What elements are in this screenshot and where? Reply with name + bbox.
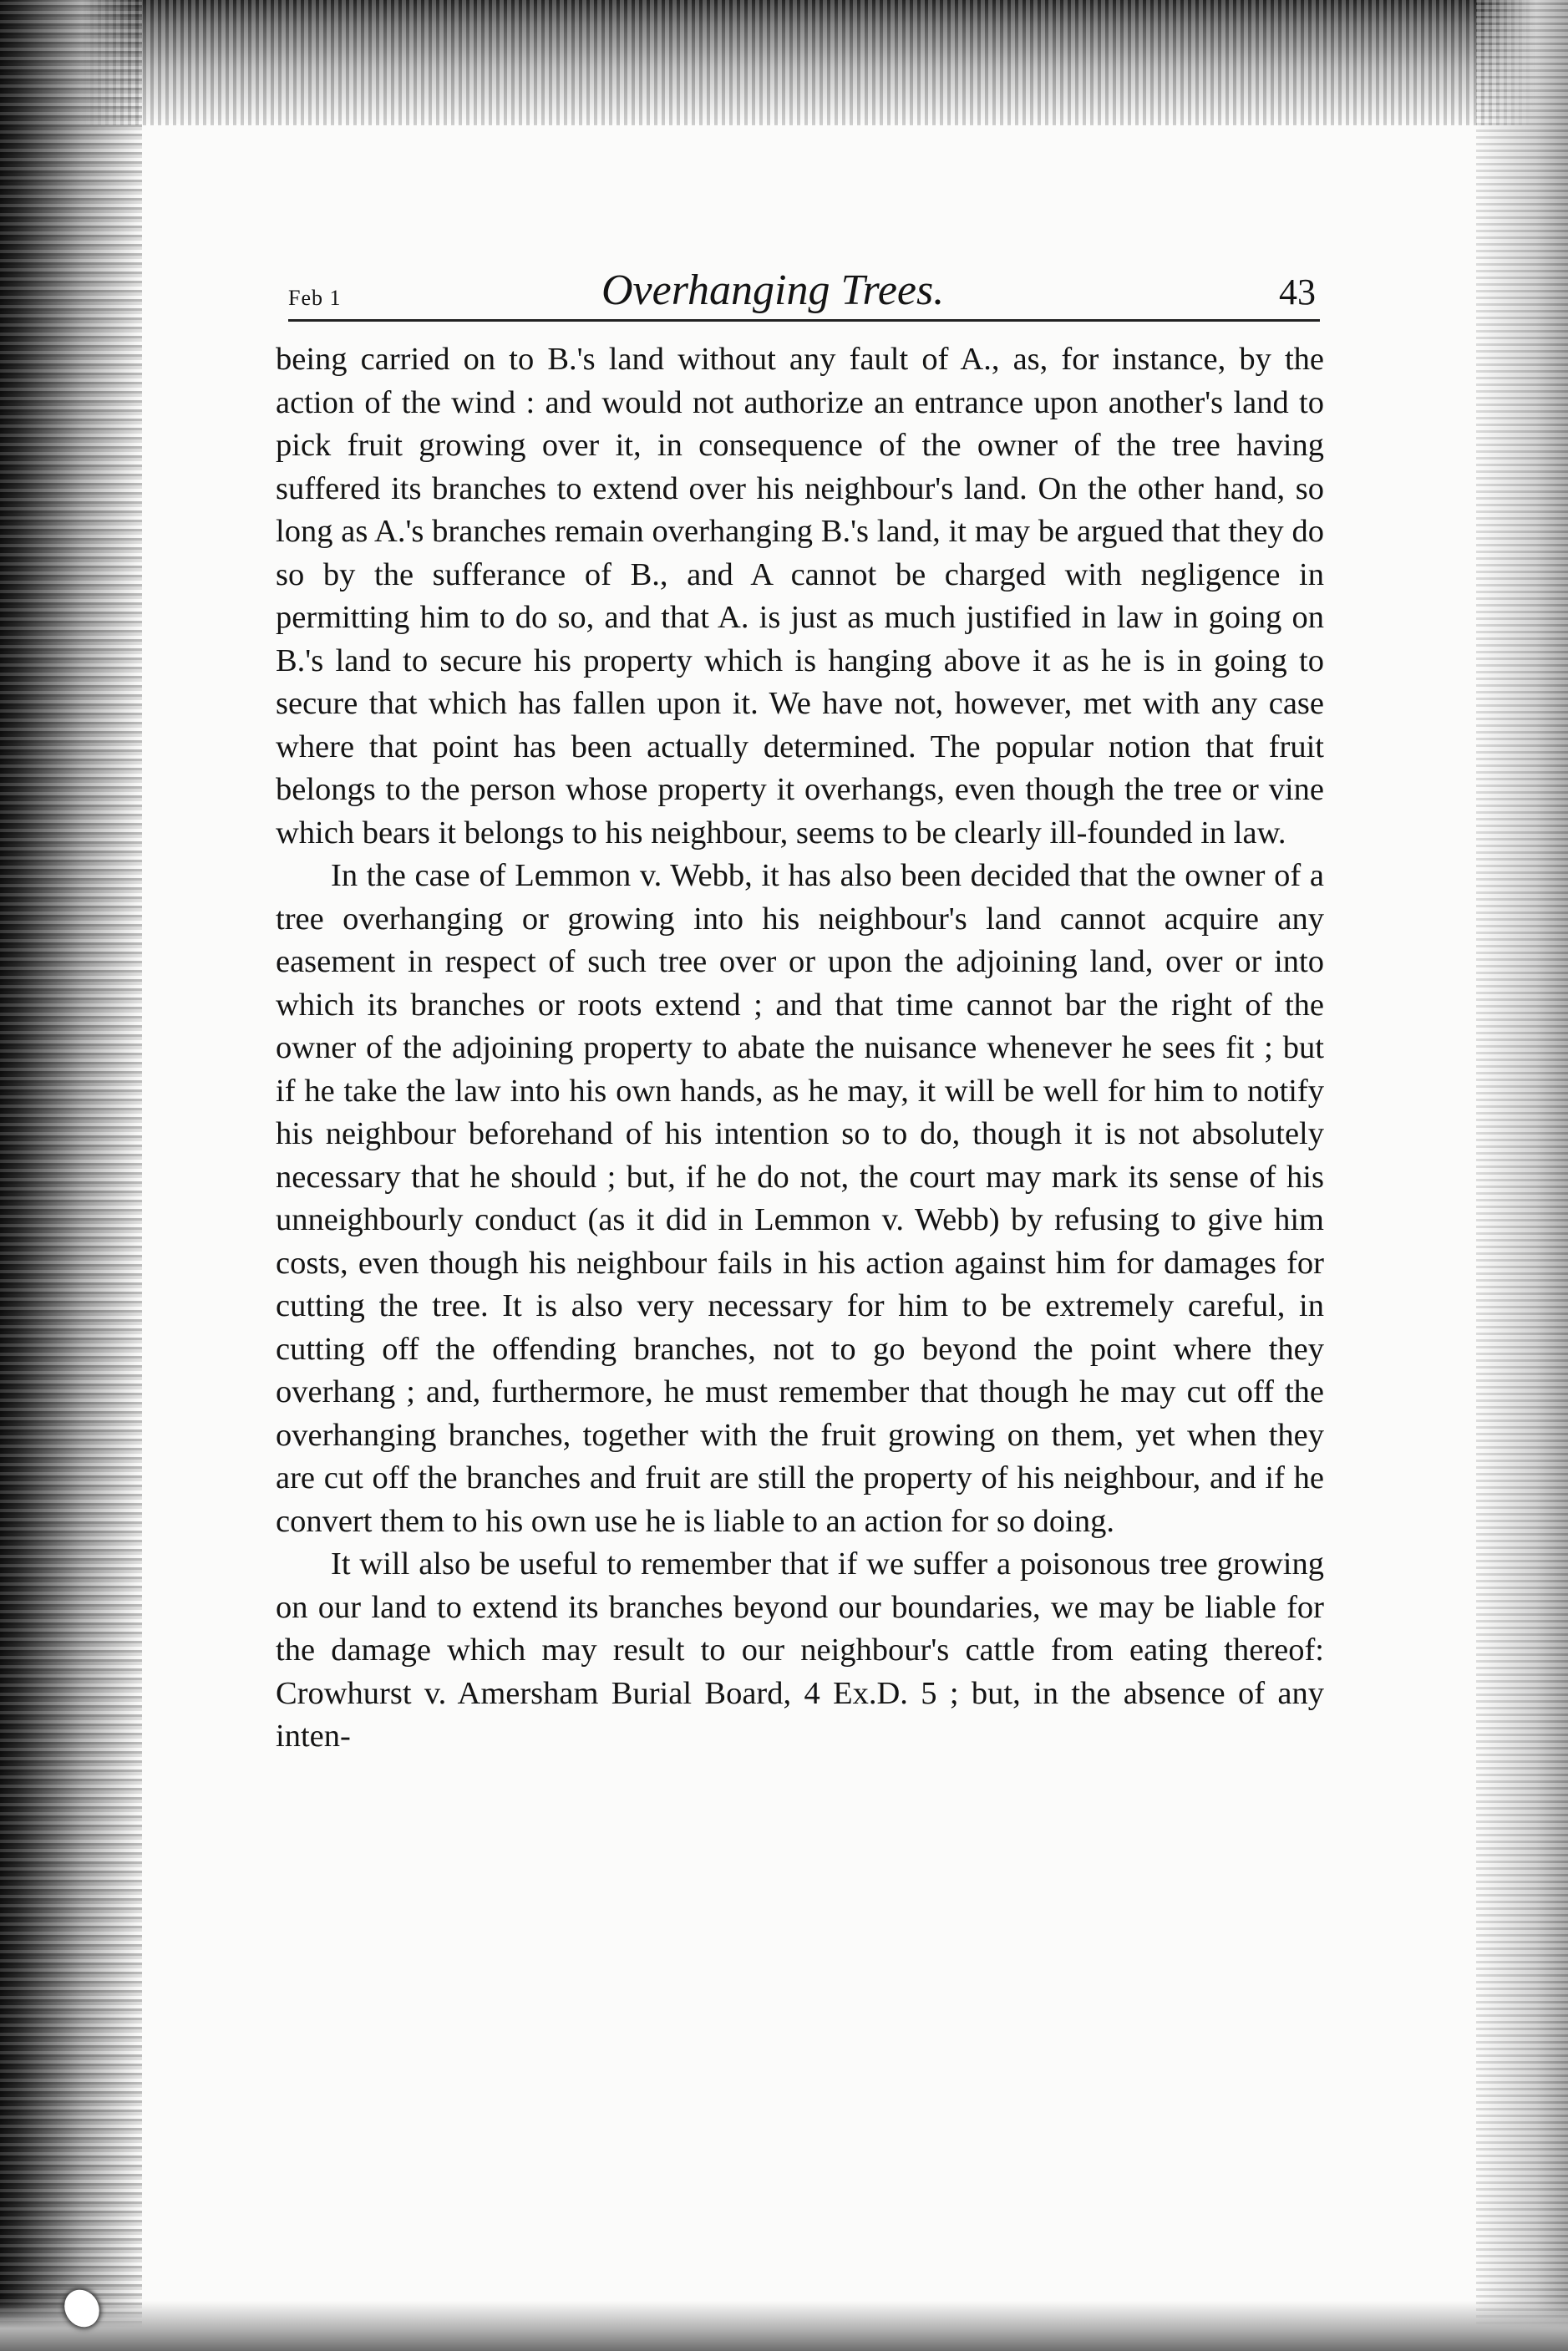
paragraph-2: In the case of Lemmon v. Webb, it has also been decided that the owner of a tree overhanging or growing into his neighbour's land cannot acquire any easement in respect of such tree over or upon the adjoining land, over or into which its branches or roots extend ; and that time cannot bar the right of the owner of the adjoining property to abate the nuisance whenever he sees fit ; but if he take the law into his own hands, as he may, it will be well for him to notify his neighbour beforehand of his intention so to do, though it is not absolutely necessary that he should ; but, if he do not, the court may mark its sense of his unneighbourly conduct (as it did in Lemmon v. Webb) by refusing to give him costs, even though his neighbour fails in his action against him for damages for cutting the tree. It is also very necessary for him to be extremely careful, in cutting off the offending branches, not to go beyond the point where they overhang ; and, furthermore, he must remember that though he may cut off the overhanging branches, together with the fruit growing on them, yet when they are cut off the branches and fruit are still the property of his neighbour, and if he convert them to his own use he is liable to an action for so doing.	[276, 858, 1324, 1539]
running-head	[288, 266, 1316, 316]
header-date: Feb 1	[288, 286, 342, 310]
header-rule	[288, 319, 1320, 322]
paragraph-1: being carried on to B.'s land without any fault of A., as, for instance, by the action of the wind : and would not authorize an entrance upon another's land to pick fruit growing over it, in consequence of the owner of the tree having suffered its branches to extend over his neighbour's land. On the other hand, so long as A.'s branches remain overhanging B.'s land, it may be argued that they do so by the sufferance of B., and A cannot be charged with negligence in permitting him to do so, and that A. is just as much justified in law in going on B.'s land to secure his property which is hanging above it as he is in going to secure that which has fallen upon it. We have not, however, met with any case where that point has been actually determined. The popular notion that fruit belongs to the person whose property it overhangs, even though the tree or vine which bears it belongs to his neighbour, seems to be clearly ill-founded in law.	[276, 342, 1324, 851]
body-text	[276, 338, 1324, 1759]
page-number: 43	[1279, 272, 1316, 312]
paragraph-3: It will also be useful to remember that if we suffer a poisonous tree growing on our land to extend its branches beyond our boundaries, we may be liable for the damage which may result to our neighbour's cattle from eating thereof: Crowhurst v. Amersham Burial Board, 4 Ex.D. 5 ; but, in the absence of any inten-	[276, 1546, 1324, 1754]
header-title: Overhanging Trees.	[601, 267, 945, 314]
